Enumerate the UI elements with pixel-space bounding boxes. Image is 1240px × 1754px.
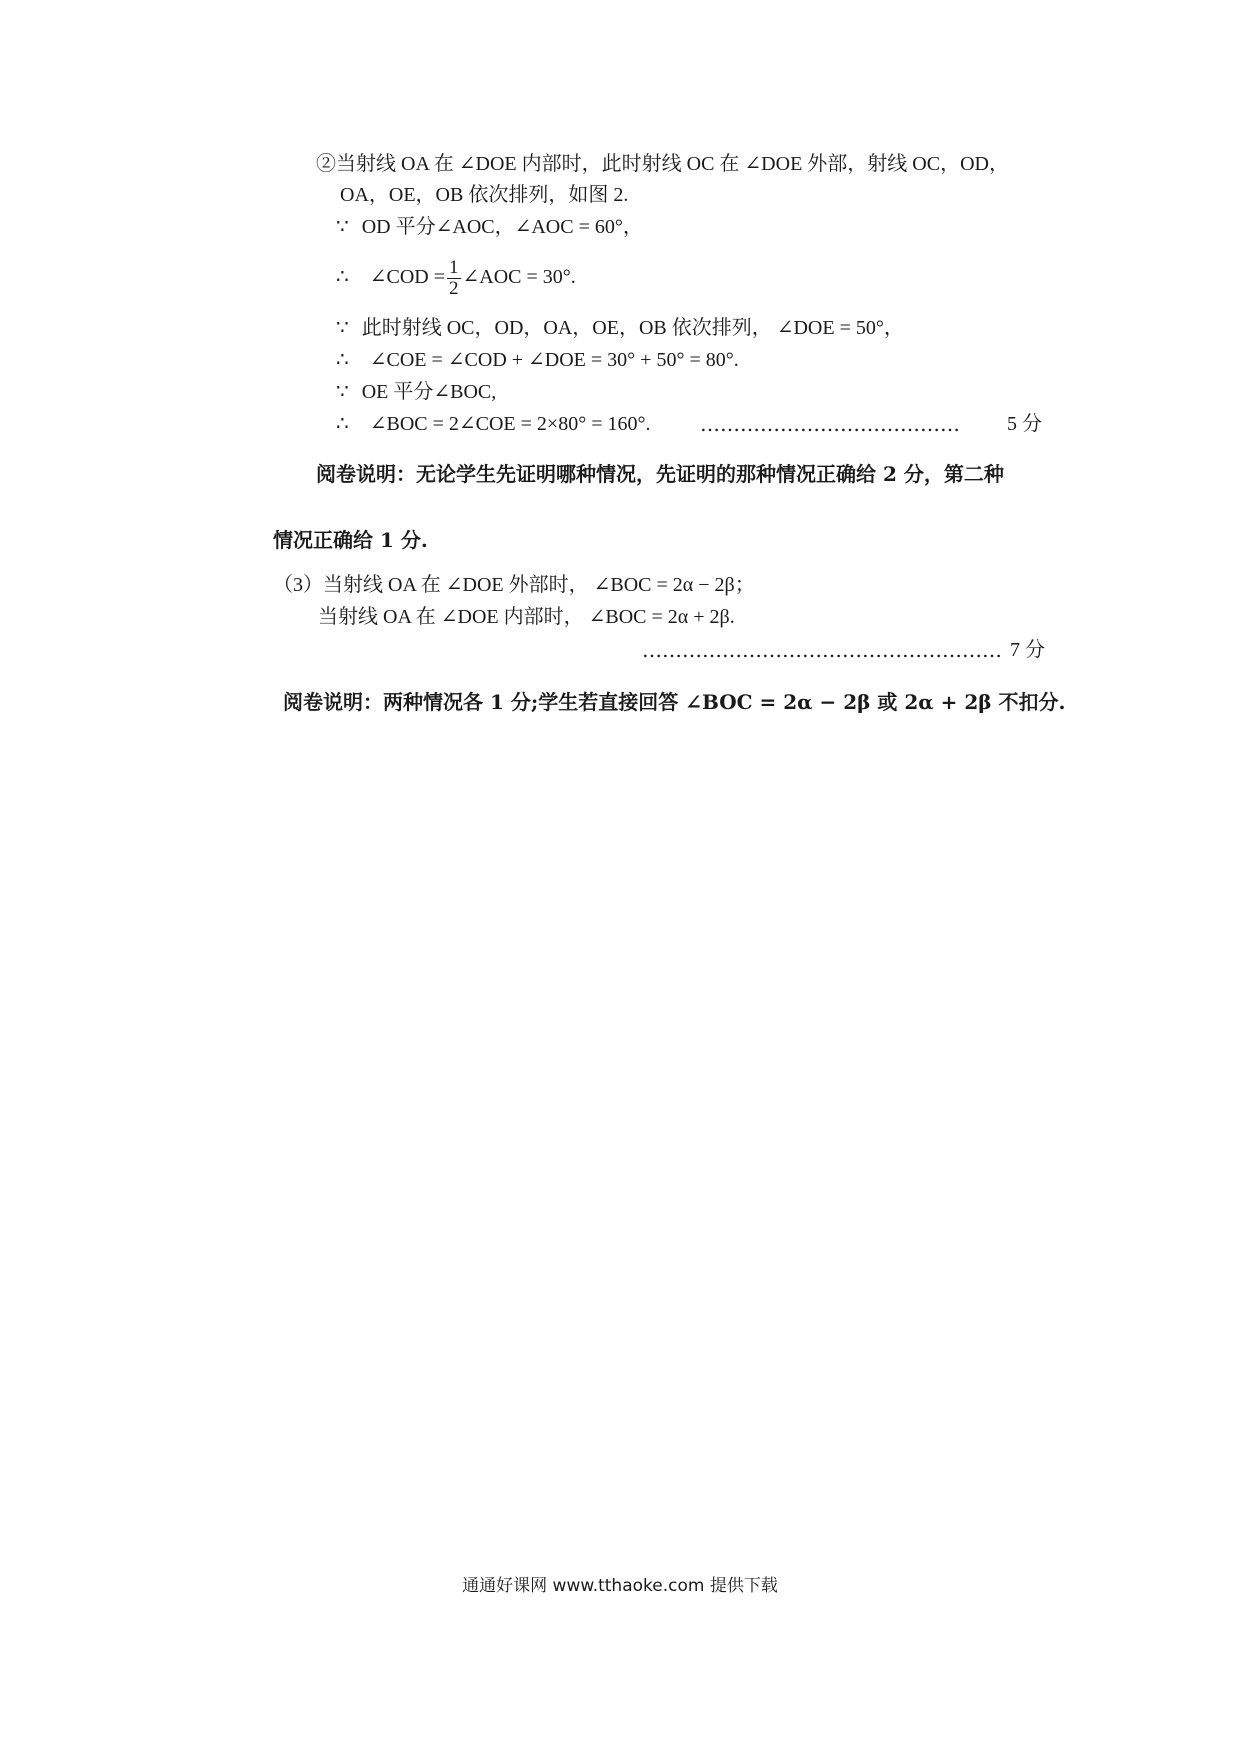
therefore-statement-3 [336, 410, 651, 438]
score-label-5: 5 分 [1007, 413, 1042, 435]
case2-line-1 [316, 150, 1009, 178]
because-symbol: ∵ [336, 216, 349, 238]
therefore-symbol: ∴ [336, 349, 349, 371]
case2-line-2 [340, 181, 628, 209]
therefore-text-1-pre: ∠COD = [369, 266, 445, 288]
case2-line-2-text: OA，OE，OB 依次排列，如图 2. [340, 184, 629, 206]
fraction-numerator: 1 [449, 256, 459, 278]
grading-note-2: 阅卷说明：两种情况各 1 分;学生若直接回答 ∠BOC = 2α − 2β 或 2α + 2β 不扣分. [283, 690, 1066, 714]
because-symbol: ∵ [336, 381, 349, 403]
therefore-text-1-post: ∠AOC = 30°. [462, 266, 576, 288]
part3-line-1: （3）当射线 OA 在 ∠DOE 外部时， ∠BOC = 2α − 2β； [273, 574, 755, 596]
therefore-text-3: ∠BOC = 2∠COE = 2×80° = 160°. [369, 413, 651, 435]
therefore-symbol: ∴ [336, 413, 349, 435]
grading-note-1-line-1: 阅卷说明：无论学生先证明哪种情况，先证明的那种情况正确给 2 分，第二种 [316, 462, 1004, 486]
score-dots-5: ………………………………… [700, 412, 960, 436]
therefore-statement-1 [336, 256, 576, 299]
therefore-statement-2 [336, 346, 739, 374]
therefore-symbol: ∴ [336, 266, 349, 288]
because-statement-2 [336, 314, 904, 342]
fraction-denominator: 2 [449, 277, 459, 299]
because-statement-3 [336, 378, 496, 406]
because-symbol: ∵ [336, 317, 349, 339]
because-statement-1 [336, 213, 643, 241]
because-text-2: 此时射线 OC，OD，OA，OE，OB 依次排列， ∠DOE = 50°， [361, 317, 904, 339]
because-text-3: OE 平分∠BOC, [361, 381, 497, 403]
score-label-7: 7 分 [1010, 639, 1045, 661]
fraction-one-half [447, 258, 461, 299]
grading-note-1-line-2: 情况正确给 1 分. [273, 528, 428, 552]
score-dots-7: ……………………………………………… [642, 638, 1002, 662]
part3-line-2: 当射线 OA 在 ∠DOE 内部时， ∠BOC = 2α + 2β. [318, 606, 735, 628]
therefore-text-2: ∠COE = ∠COD + ∠DOE = 30° + 50° = 80°. [369, 349, 739, 371]
case2-line-1-text: ②当射线 OA 在 ∠DOE 内部时，此时射线 OC 在 ∠DOE 外部，射线 OC，OD， [316, 153, 1009, 175]
footer-download-credit: 通通好课网 www.tthaoke.com 提供下载 [462, 1576, 778, 1596]
because-text-1: OD 平分∠AOC，∠AOC = 60°， [361, 216, 643, 238]
